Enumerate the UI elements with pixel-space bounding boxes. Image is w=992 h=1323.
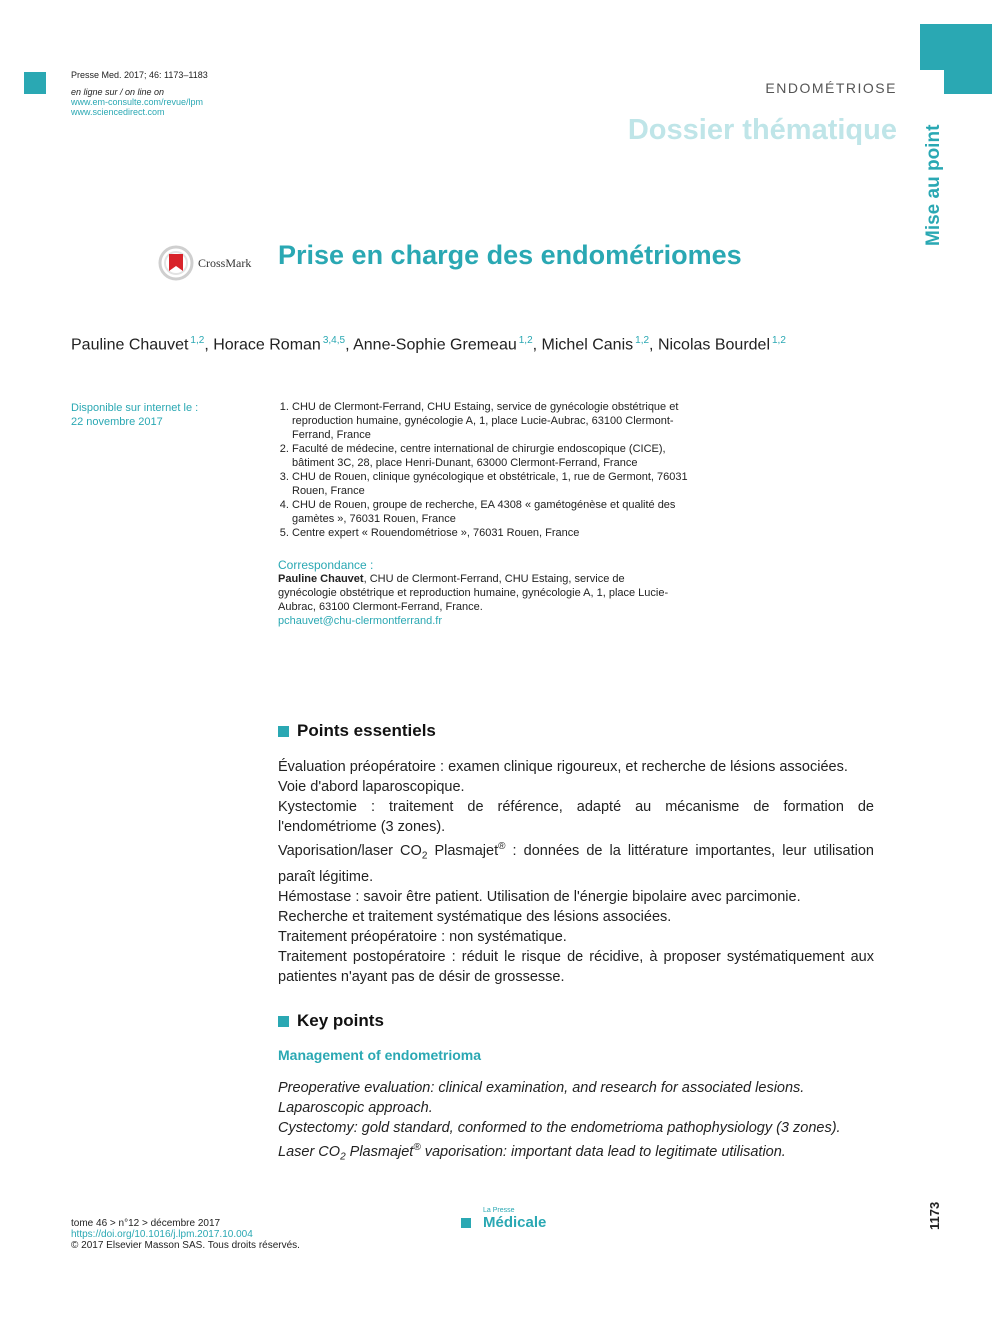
point-item-vaporisation	[278, 837, 874, 887]
copyright: © 2017 Elsevier Masson SAS. Tous droits réservés.	[71, 1240, 300, 1251]
author-affiliation-ref: 1,2	[518, 335, 533, 346]
sidebar-label-text: Mise au point	[923, 124, 944, 246]
key-points-heading	[278, 1011, 384, 1031]
correspondence-name: Pauline Chauvet	[278, 573, 364, 585]
affiliations	[278, 400, 693, 540]
affiliation-item: 3. CHU de Rouen, clinique gynécologique et obstétricale, 1, rue de Germont, 76031 Rouen, France	[292, 470, 693, 498]
page-number-text: 1173	[927, 1201, 942, 1230]
section-square-icon	[278, 1016, 289, 1027]
journal-reference: Presse Med. 2017; 46: 1173–1183	[71, 70, 208, 80]
correspondence-details	[278, 572, 678, 628]
correspondence-address: , CHU de Clermont-Ferrand, CHU Estaing, service de gynécologie obstétrique et reproduction humaine, gynécologie A, 1, place Lucie-Aubrac, 63100 Clermont-Ferrand, France.	[278, 573, 669, 613]
key-point-item: Preoperative evaluation: clinical examination, and research for associated lesions.	[278, 1080, 805, 1096]
logo-small-text: La Presse	[483, 1207, 515, 1214]
journal-meta	[71, 70, 271, 117]
key-points-list	[278, 1078, 874, 1168]
point-item: Recherche et traitement systématique des lésions associées.	[278, 908, 672, 925]
author-name: Anne-Sophie Gremeau	[353, 336, 517, 354]
affiliation-item: 1. CHU de Clermont-Ferrand, CHU Estaing, service de gynécologie obstétrique et reproduction humaine, gynécologie A, 1, place Lucie-Aubrac, 63100 Clermont-Ferrand, France	[292, 400, 693, 442]
points-essentiels-title: Points essentiels	[297, 721, 436, 740]
em-consulte-link[interactable]: www.em-consulte.com/revue/lpm	[71, 97, 204, 107]
author-affiliation-ref: 1,2	[190, 335, 205, 346]
affiliation-item: 2. Faculté de médecine, centre international de chirurgie endoscopique (CICE), bâtiment 3C, 28, place Henri-Dunant, 63000 Clermont-Ferrand, France	[292, 442, 693, 470]
vapor-superscript: ®	[498, 841, 506, 852]
logo-main-text: Médicale	[483, 1214, 547, 1231]
laser-rest: vaporisation: important data lead to legitimate utilisation.	[420, 1143, 786, 1160]
article-title: Prise en charge des endométriomes	[278, 240, 742, 270]
crossmark-badge[interactable]	[158, 244, 258, 282]
laser-prefix: Laser CO	[278, 1143, 341, 1160]
laser-superscript: ®	[413, 1142, 421, 1153]
sciencedirect-link[interactable]: www.sciencedirect.com	[71, 107, 165, 117]
category-label: ENDOMÉTRIOSE	[765, 80, 897, 96]
author-affiliation-ref: 1,2	[635, 335, 650, 346]
key-points-title: Key points	[297, 1011, 384, 1030]
point-item: Traitement préopératoire : non systématique.	[278, 928, 567, 945]
vapor-mid: Plasmajet	[427, 842, 499, 859]
vapor-prefix: Vaporisation/laser CO	[278, 842, 422, 859]
available-label: Disponible sur internet le :	[71, 402, 199, 414]
points-essentiels-list	[278, 757, 874, 987]
author-name: Pauline Chauvet	[71, 336, 189, 354]
online-label: en ligne sur / on line on	[71, 87, 165, 97]
point-item: Traitement postopératoire : réduit le risque de récidive, à proposer systématiquement aux patientes n'ayant pas de désir de grossesse.	[278, 948, 874, 985]
crossmark-icon	[158, 245, 194, 281]
vapor-subscript: 2	[421, 850, 428, 862]
correspondence-email-link[interactable]: pchauvet@chu-clermontferrand.fr	[278, 615, 443, 627]
points-essentiels-heading	[278, 721, 436, 741]
corner-square-icon	[24, 72, 46, 94]
crossmark-label: CrossMark	[198, 255, 252, 270]
author-name: Horace Roman	[213, 336, 321, 354]
affiliation-item: 5. Centre expert « Rouendométriose », 76031 Rouen, France	[292, 526, 693, 540]
journal-logo	[461, 1207, 571, 1233]
vapor-rest: : données de la littérature importantes, leur utilisation paraît légitime.	[278, 842, 874, 885]
point-item: Hémostase : savoir être patient. Utilisation de l'énergie bipolaire avec parcimonie.	[278, 888, 801, 905]
author-affiliation-ref: 3,4,5	[322, 335, 346, 346]
correspondence-block	[278, 558, 678, 628]
affiliation-item: 4. CHU de Rouen, groupe de recherche, EA 4308 « gamétogénèse et qualité des gamètes », 76031 Rouen, France	[292, 498, 693, 526]
point-item: Voie d'abord laparoscopique.	[278, 779, 465, 795]
footer-info	[71, 1218, 371, 1251]
key-points-subtitle: Management of endometrioma	[278, 1047, 482, 1063]
available-date: 22 novembre 2017	[71, 416, 163, 428]
correspondence-label: Correspondance :	[278, 558, 374, 572]
author-list: Pauline Chauvet $^{1,2}$, Horace Roman $^{3,4,5}$, Anne-Sophie Gremeau $^{1,2}$, Michel Canis $^{1,2}$, Nicolas Bourdel $^{1,2}$	[71, 335, 786, 354]
page-number	[925, 1192, 945, 1232]
corner-block-notch	[920, 70, 944, 94]
laser-subscript: 2	[340, 1151, 346, 1163]
point-item: Kystectomie : traitement de référence, adapté au mécanisme de formation de l'endométriome (3 zones).	[278, 799, 874, 835]
issue-info: tome 46 > n°12 > décembre 2017	[71, 1218, 221, 1229]
key-point-item-laser	[278, 1138, 874, 1168]
availability-info	[71, 401, 251, 429]
key-point-item: Cystectomy: gold standard, conformed to the endometrioma pathophysiology (3 zones).	[278, 1120, 841, 1136]
laser-mid: Plasmajet	[345, 1143, 414, 1160]
author-affiliation-ref: 1,2	[772, 335, 786, 346]
logo-square-icon	[461, 1218, 471, 1228]
section-square-icon	[278, 726, 289, 737]
dossier-label: Dossier thématique	[627, 114, 897, 146]
doi-link[interactable]: https://doi.org/10.1016/j.lpm.2017.10.004	[71, 1229, 253, 1240]
point-item: Évaluation préopératoire : examen clinique rigoureux, et recherche de lésions associées.	[278, 759, 848, 775]
key-point-item: Laparoscopic approach.	[278, 1100, 433, 1116]
author-name: Nicolas Bourdel	[657, 336, 770, 354]
sidebar-label	[918, 116, 948, 246]
author-name: Michel Canis	[541, 336, 634, 354]
